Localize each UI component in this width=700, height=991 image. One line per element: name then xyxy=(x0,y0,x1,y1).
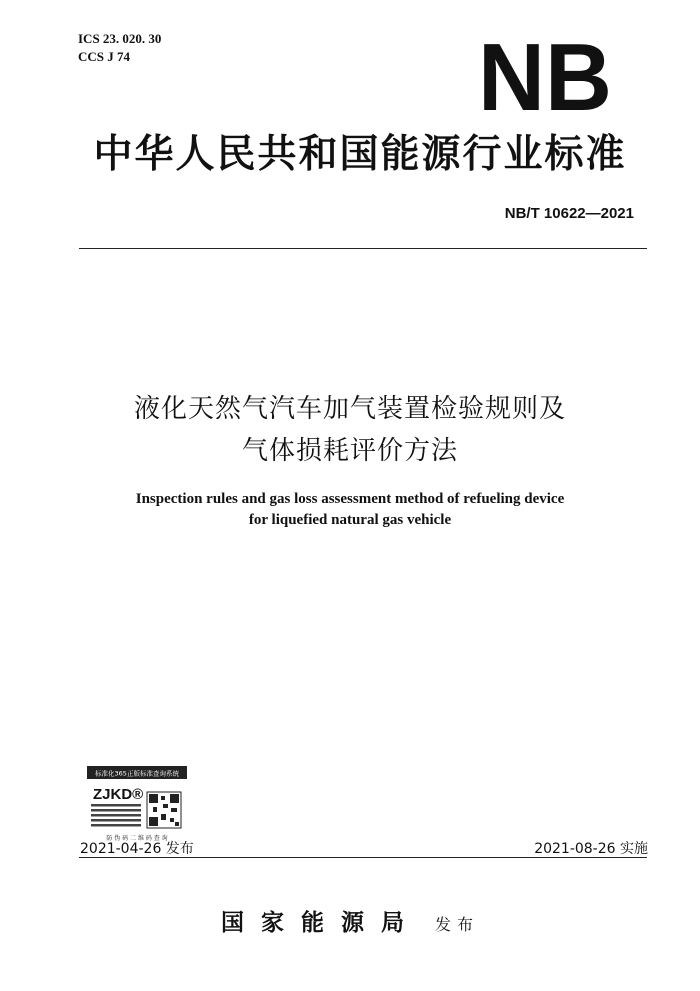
nb-logo xyxy=(478,40,612,112)
ccs-code: CCS J 74 xyxy=(78,49,131,64)
issuer-line xyxy=(0,904,700,937)
en-title-line-2: for liquefied natural gas vehicle xyxy=(248,512,452,528)
classification-codes xyxy=(78,30,161,66)
qr-code-icon xyxy=(147,792,181,828)
cn-title-line-1: 液化天然气汽车加气装置检验规则及 xyxy=(133,394,566,424)
issuer-name: 国家能源局 xyxy=(220,909,421,936)
top-divider xyxy=(79,248,647,249)
agency-title: 中华人民共和国能源行业标准 xyxy=(93,132,627,177)
standard-number: NB/T 10622—2021 xyxy=(504,205,634,222)
ics-code: ICS 23. 020. 30 xyxy=(78,31,162,46)
en-title-line-1: Inspection rules and gas loss assessment method of refueling device xyxy=(135,491,565,507)
implementation-date: 2021-08-26 实施 xyxy=(534,841,648,857)
stamp-banner-text: 标准化365正版标准查询系统 xyxy=(95,769,179,778)
stamp-brand: ZJKD® xyxy=(93,786,144,803)
nb-logo-text: NB xyxy=(478,40,612,112)
cn-title-line-2: 气体损耗评价方法 xyxy=(241,436,458,466)
issuer-suffix: 发布 xyxy=(434,915,479,934)
anti-counterfeit-stamp xyxy=(87,766,187,844)
stamp-footer: 防 伪 码 二 维 码 查 询 xyxy=(106,835,168,842)
issue-date: 2021-04-26 发布 xyxy=(80,841,194,857)
bottom-divider xyxy=(79,857,647,858)
